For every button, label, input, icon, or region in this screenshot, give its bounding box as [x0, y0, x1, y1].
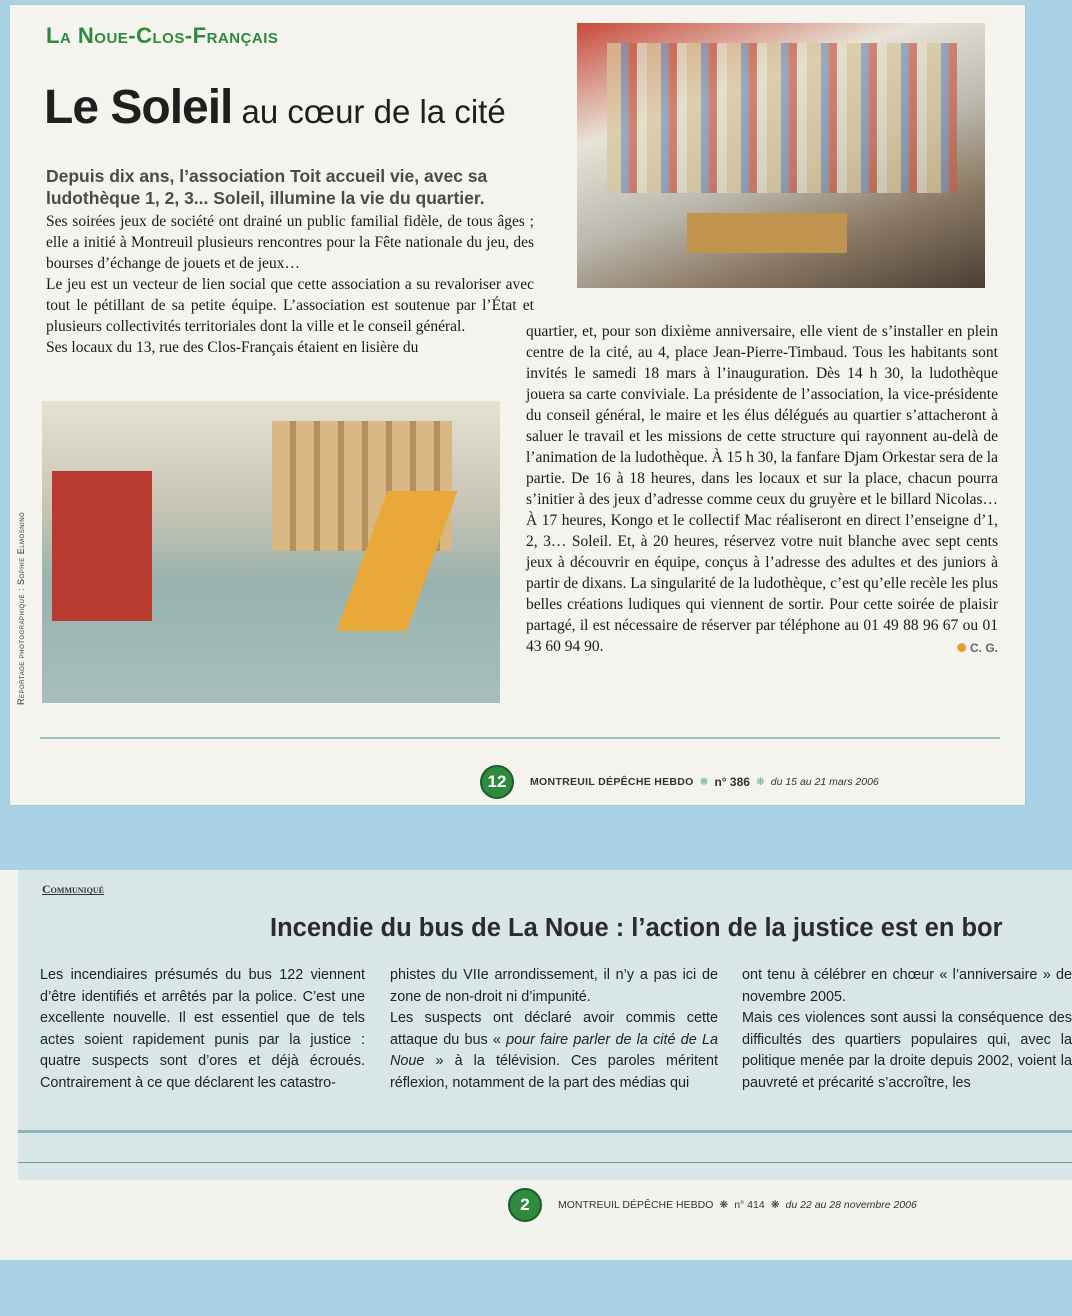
headline-main: Le Soleil [44, 81, 233, 134]
paragraph: Le jeu est un vecteur de lien social que cette association a su revaloriser avec tout le pétillant de sa petite équipe. L’association est soutenue par l’État et plusieurs collectivités territoriales dont la ville et le conseil général. [46, 276, 534, 335]
article-column-1 [46, 211, 534, 358]
paragraph: Ses soirées jeux de société ont drainé un public familial fidèle, de tous âges ; elle a initié à Montreuil plusieurs rencontres pour la Fête nationale du jeu, des bourses d’échange de jouets et de jeux… [46, 213, 534, 272]
photo-credit: Reportage photographique : Sophie Elmosnino [16, 511, 26, 705]
page-number-badge: 2 [508, 1188, 542, 1222]
article-column-2 [390, 965, 718, 1094]
headline-rest: au cœur de la cité [232, 93, 506, 130]
flower-icon: ❋ [755, 776, 765, 788]
paragraph: Mais ces violences sont aussi la conséquence des difficultés des quartiers populaires qui, avec la politique menée par la droite depuis 2002, voient la pauvreté et précarité s’accroître, les [742, 1010, 1072, 1091]
signature-text: C. G. [969, 641, 998, 655]
paragraph: Ses locaux du 13, rue des Clos-Français étaient en lisière du [46, 339, 419, 356]
issue-number: n° 386 [714, 775, 750, 789]
flower-icon: ❋ [699, 776, 709, 788]
issue-dates: du 15 au 21 mars 2006 [770, 776, 879, 788]
paragraph-text: quartier, et, pour son dixième anniversaire, elle vient de s’installer en plein centre de la cité, au 4, place Jean-Pierre-Timbaud. Tous les habitants sont invités le samedi 18 mars à l’inauguration. Dès 14 h 30, la ludothèque jouera sa carte conviviale. La présidente de l’association, la vice-présidente du conseil général, le maire et les élus délégués au quartier s’attacheront à saluer le travail et les missions de cette structure qui rayonnent au-delà de l’animation de la ludothèque. À 15 h 30, la fanfare Djam Orkestar sera de la partie. De 16 à 18 heures, dans les locaux et sur la place, chacun pourra s’initier à des jeux d’adresse comme ceux du gruyère et le billard Nicolas… À 17 heures, Kongo et le collectif Mac réaliseront en direct l’enseigne d’1, 2, 3… Soleil. Et, à 20 heures, réservez votre nuit blanche avec sept cents jeux à découvrir en équipe, conçus à l’adresse des adultes et des juniors à partir de dixans. La singularité de la ludothèque, c’est qu’elle recèle les plus belles créations ludiques qui viennent de sortir. Pour cette soirée de plaisir partagé, il est nécessaire de réserver par téléphone au 01 49 88 96 67 ou 01 43 60 94 90. [526, 323, 998, 655]
photo-table [687, 213, 847, 253]
paragraph-text: » à la télévision. Ces paroles méritent réflexion, notamment de la part des médias qui [390, 1053, 718, 1091]
paragraph [526, 321, 998, 657]
paragraph [390, 1008, 718, 1094]
article-headline: Incendie du bus de La Noue : l’action de la justice est en bor [270, 914, 1003, 942]
article-clipping-communique [0, 870, 1072, 1260]
paragraph: phistes du VIIe arrondissement, il n’y a pas ici de zone de non-droit ni d’impunité. [390, 967, 718, 1005]
article-clipping-soleil [10, 5, 1025, 805]
section-label: Communiqué [42, 882, 104, 896]
author-signature [957, 638, 998, 659]
section-rubric: La Noue-Clos-Français [46, 23, 279, 48]
photo-games-room [577, 23, 985, 288]
page-footer [508, 1188, 917, 1222]
paragraph-text: Les suspects ont déclaré avoir commis cette attaque du bus « [390, 1010, 718, 1048]
divider [40, 737, 1000, 739]
issue-number: n° 414 [734, 1199, 765, 1211]
article-lead: Depuis dix ans, l’association Toit accueil vie, avec sa ludothèque 1, 2, 3... Soleil, illumine la vie du quartier. [46, 166, 488, 208]
article-column-1: Les incendiaires présumés du bus 122 viennent d’être identifiés et arrêtés par la police. C’est une excellente nouvelle. Il est essentiel que de tels actes soient rapidement punis par la justice : quatre suspects sont d’ores et déjà écroués. Contrairement à ce que déclarent les catastro- [40, 967, 365, 1091]
publication-name: MONTREUIL DÉPÊCHE HEBDO [530, 776, 694, 788]
flower-icon: ❋ [719, 1199, 729, 1211]
photo-playroom [42, 401, 500, 703]
article-column-2 [526, 321, 998, 659]
page-number-badge: 12 [480, 765, 514, 799]
issue-dates: du 22 au 28 novembre 2006 [785, 1199, 917, 1211]
divider [18, 1130, 1072, 1133]
flower-icon: ❋ [770, 1199, 780, 1211]
paragraph: ont tenu à célébrer en chœur « l’anniversaire » de novembre 2005. [742, 967, 1072, 1005]
sun-icon: ✺ [956, 641, 967, 655]
photo-red-house [52, 471, 152, 621]
divider [18, 1162, 1072, 1163]
publication-name: MONTREUIL DÉPÊCHE HEBDO [558, 1199, 714, 1211]
quote-text: pour faire parler de la cité de La Noue [390, 1031, 718, 1069]
article-column-3 [742, 965, 1072, 1094]
page-footer [480, 765, 879, 799]
photo-shelves [607, 43, 957, 193]
article-headline [44, 80, 506, 135]
